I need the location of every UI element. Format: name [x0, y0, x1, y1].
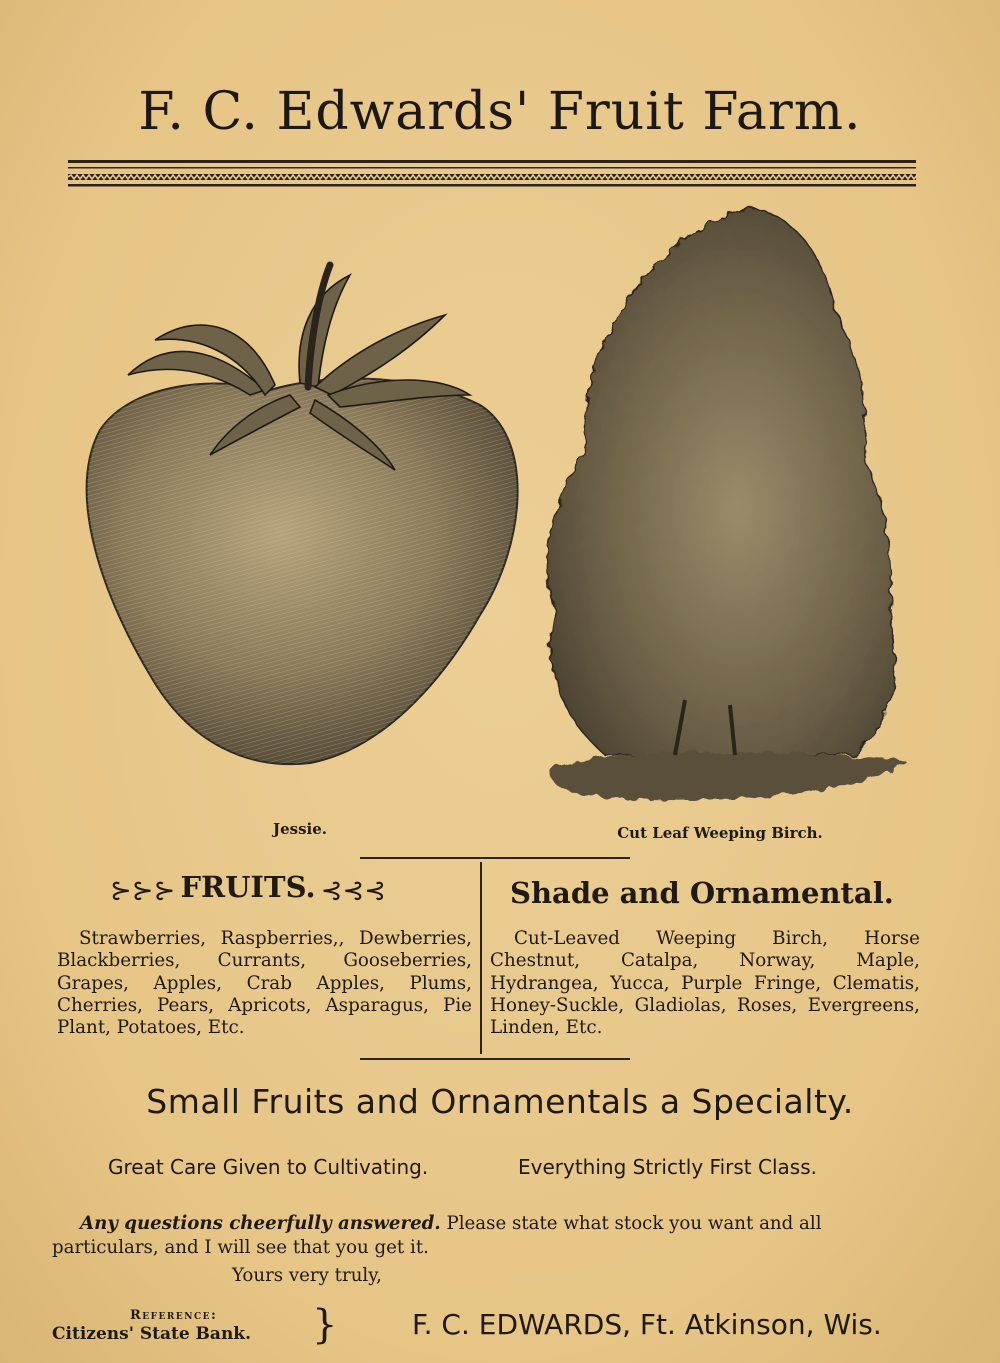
specialty-line: Small Fruits and Ornamentals a Specialty. [146, 1082, 854, 1121]
reference-bank: Citizens' State Bank. [52, 1324, 251, 1344]
flourish-left-icon: ⊱⊱⊱ [110, 876, 176, 906]
care-right: Everything Strictly First Class. [518, 1155, 817, 1179]
signoff: Yours very truly, [232, 1265, 382, 1286]
ornamental-list: Cut-Leaved Weeping Birch, Horse Chestnut, Catalpa, Norway, Maple, Hydrangea, Yucca, Purple Fringe, Clematis, Honey-Suckle, Gladiolas, Roses, Evergreens, Linden, Etc. [490, 928, 920, 1039]
title-rule [68, 160, 916, 190]
strawberry-caption: Jessie. [273, 820, 327, 838]
closing-rest: Please state what stock you want and all particulars, and I will see that you get it. [52, 1213, 822, 1258]
reference-label: Reference: [130, 1308, 218, 1323]
closing-italic: Any questions cheerfully answered. [80, 1213, 441, 1234]
page-title: F. C. Edwards' Fruit Farm. [138, 82, 862, 142]
strawberry-illustration [60, 255, 530, 775]
flourish-right-icon: ⊰⊰⊰ [320, 876, 387, 906]
reference-brace-icon: } [312, 1302, 338, 1348]
signature: F. C. EDWARDS, Ft. Atkinson, Wis. [412, 1308, 882, 1341]
fruits-heading: FRUITS. [180, 870, 316, 904]
fruits-heading-row [110, 870, 430, 910]
fruits-list: Strawberries, Raspberries,, Dewberries, Blackberries, Currants, Gooseberries, Grapes, Apples, Crab Apples, Plums, Cherries, Pears, Apricots, Asparagus, Pie Plant, Potatoes, Etc. [57, 928, 472, 1039]
ornamental-heading: Shade and Ornamental. [510, 876, 894, 910]
divider-bottom [360, 1058, 630, 1060]
care-left: Great Care Given to Cultivating. [108, 1155, 429, 1179]
column-divider [480, 862, 482, 1054]
closing-paragraph [52, 1212, 922, 1260]
divider-top [360, 857, 630, 859]
tree-caption: Cut Leaf Weeping Birch. [617, 824, 823, 842]
tree-illustration [525, 200, 925, 810]
